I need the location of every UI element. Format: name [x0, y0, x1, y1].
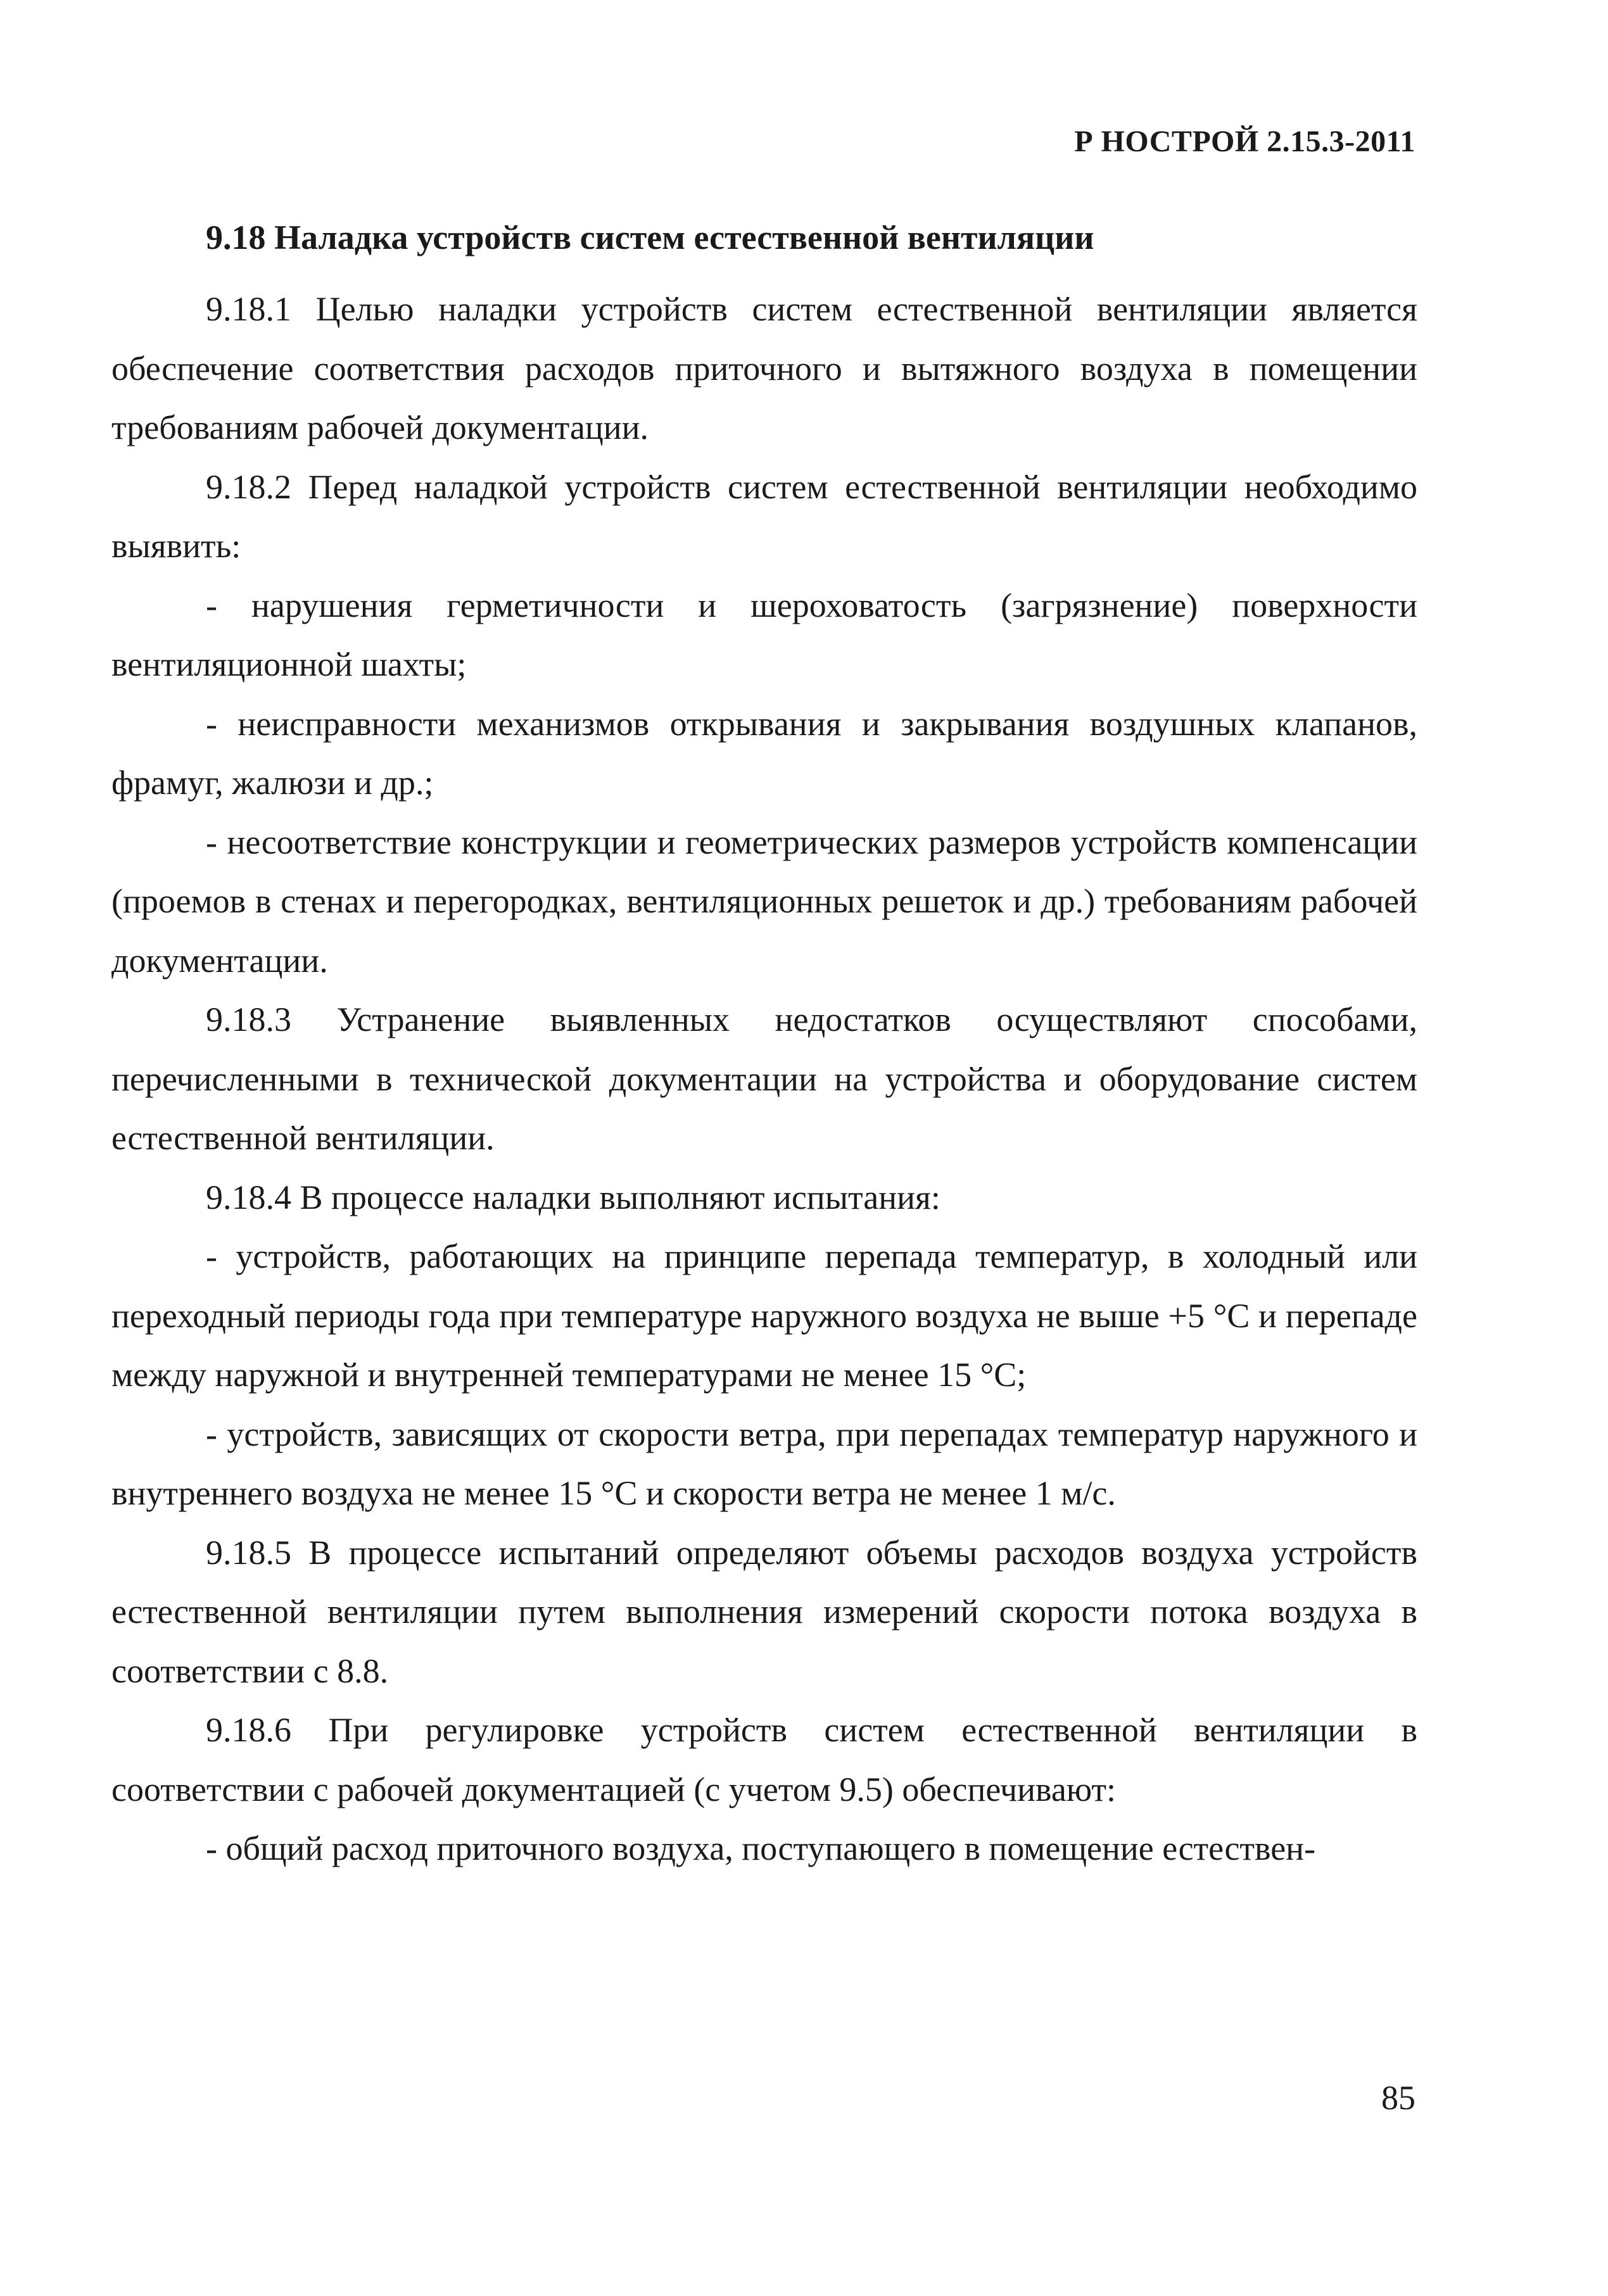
list-item-faulty-mechanisms: - неисправности механизмов открывания и закрывания воздушных клапанов, фрамуг, жалюзи и др.; [111, 704, 1417, 802]
list-item-leak-roughness: - нарушения герметичности и шероховатость (загрязнение) поверхности вентиляционной шахты; [111, 586, 1417, 683]
paragraph-9-18-6: 9.18.6 При регулировке устройств систем естественной вентиляции в соответствии с рабочей документацией (с учетом 9.5) обеспечивают: [111, 1711, 1417, 1808]
list-item-temperature-devices: - устройств, работающих на принципе перепада температур, в холодный или переходный периоды года при температуре наружного воздуха не выше +5 °С и перепаде между наружной и внутренней температурами не менее 15 °С; [111, 1237, 1417, 1394]
paragraph-9-18-1: 9.18.1 Целью наладки устройств систем естественной вентиляции является обеспечение соответствия расходов приточного и вытяжного воздуха в помещении требованиям рабочей документации. [111, 290, 1417, 446]
paragraph-9-18-3: 9.18.3 Устранение выявленных недостатков осуществляют способами, перечисленными в технической документации на устройства и оборудование систем естественной вентиляции. [111, 1000, 1417, 1157]
document-code: Р НОСТРОЙ 2.15.3-2011 [1074, 125, 1415, 158]
page-number: 85 [1381, 2079, 1415, 2117]
section-heading: 9.18 Наладка устройств систем естественной вентиляции [206, 218, 1094, 256]
paragraph-9-18-4: 9.18.4 В процессе наладки выполняют испытания: [206, 1178, 940, 1216]
body-text [111, 209, 1417, 1879]
paragraph-9-18-5: 9.18.5 В процессе испытаний определяют объемы расходов воздуха устройств естественной вентиляции путем выполнения измерений скорости потока воздуха в соответствии с 8.8. [111, 1533, 1417, 1690]
list-item-supply-air: - общий расход приточного воздуха, поступающего в помещение естествен- [206, 1829, 1316, 1867]
list-item-design-mismatch: - несоответствие конструкции и геометрических размеров устройств компенсации (проемов в стенах и перегородках, вентиляционных решеток и др.) требованиям рабочей документации. [111, 823, 1417, 980]
paragraph-9-18-2: 9.18.2 Перед наладкой устройств систем естественной вентиляции необходимо выявить: [111, 467, 1417, 565]
list-item-wind-devices: - устройств, зависящих от скорости ветра, при перепадах температур наружного и внутреннего воздуха не менее 15 °С и скорости ветра не менее 1 м/с. [111, 1415, 1417, 1512]
